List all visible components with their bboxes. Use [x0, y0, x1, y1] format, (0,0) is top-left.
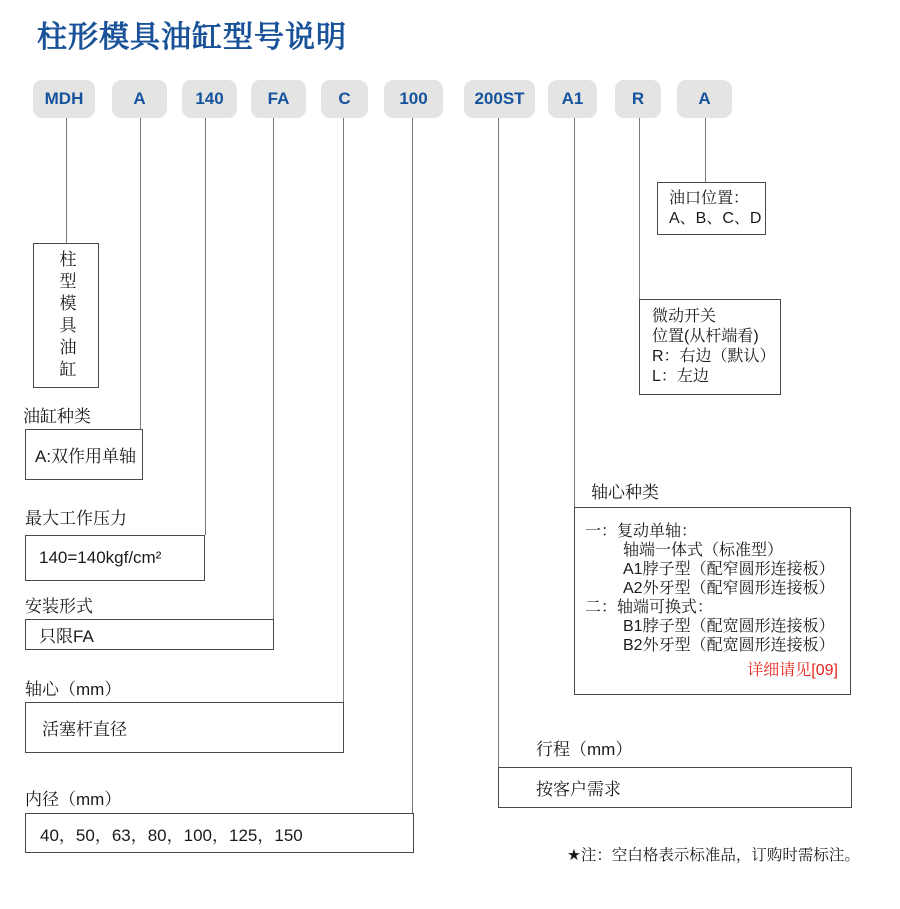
max-pressure-label: 最大工作压力	[25, 509, 127, 528]
cylinder-type-label: 油缸种类	[23, 407, 91, 426]
cylinder-name-text: 柱型模具油缸	[56, 249, 76, 382]
shaft-type-line-6: B1脖子型（配宽圆形连接板）	[623, 618, 835, 635]
footnote: ★注：空白格表示标准品，订购时需标注。	[567, 847, 860, 864]
code-box-mdh: MDH	[33, 80, 95, 118]
connector-line-100	[412, 118, 413, 814]
connector-line-200st	[498, 118, 499, 768]
code-box-r: R	[615, 80, 661, 118]
micro-switch-line-2: 位置(从杆端看)	[652, 328, 759, 345]
bore-box	[25, 813, 414, 853]
connector-line-mdh	[66, 118, 67, 243]
shaft-type-line-7: B2外牙型（配宽圆形连接板）	[623, 637, 835, 654]
micro-switch-box	[639, 299, 781, 395]
rod-box	[25, 702, 344, 753]
rod-value: 活塞杆直径	[42, 720, 127, 739]
mounting-box	[25, 619, 274, 650]
cylinder-name-box	[33, 243, 99, 388]
shaft-type-label: 轴心种类	[591, 483, 659, 502]
micro-switch-line-3: R：右边（默认）	[652, 348, 776, 365]
mounting-label: 安装形式	[25, 597, 93, 616]
shaft-type-line-5: 二：轴端可换式：	[585, 599, 714, 616]
shaft-type-detail-reference: 详细请见[09]	[747, 662, 838, 679]
code-box-c: C	[321, 80, 368, 118]
connector-line-a1	[574, 118, 575, 507]
code-box-a: A	[112, 80, 167, 118]
micro-switch-line-4: L：左边	[652, 368, 709, 385]
stroke-label: 行程（mm）	[536, 740, 633, 759]
cylinder-type-value: A:双作用单轴	[35, 447, 137, 466]
port-position-line-2: A、B、C、D	[669, 210, 762, 227]
shaft-type-line-2: 轴端一体式（标准型）	[623, 542, 784, 559]
rod-label: 轴心（mm）	[25, 680, 122, 699]
shaft-type-line-1: 一：复动单轴：	[585, 523, 698, 540]
bore-value: 40，50，63，80，100，125，150	[40, 825, 303, 845]
connector-line-c	[343, 118, 344, 703]
connector-line-port	[705, 118, 706, 182]
connector-line-a	[140, 118, 141, 429]
port-position-box	[657, 182, 766, 235]
code-box-200st: 200ST	[464, 80, 535, 118]
connector-line-140	[205, 118, 206, 535]
code-box-140: 140	[182, 80, 237, 118]
micro-switch-line-1: 微动开关	[652, 308, 717, 325]
max-pressure-box	[25, 535, 205, 581]
code-box-fa: FA	[251, 80, 306, 118]
mounting-value: 只限FA	[39, 627, 94, 646]
connector-line-r	[639, 118, 640, 299]
shaft-type-box	[574, 507, 851, 695]
stroke-box	[498, 767, 852, 808]
code-box-100: 100	[384, 80, 443, 118]
port-position-line-1: 油口位置：	[669, 190, 750, 207]
code-box-a1: A1	[548, 80, 597, 118]
cylinder-type-box	[25, 429, 143, 480]
stroke-value: 按客户需求	[536, 780, 621, 799]
connector-line-fa	[273, 118, 274, 620]
page-title: 柱形模具油缸型号说明	[37, 21, 347, 54]
bore-label: 内径（mm）	[25, 790, 122, 809]
shaft-type-line-4: A2外牙型（配窄圆形连接板）	[623, 580, 835, 597]
shaft-type-line-3: A1脖子型（配窄圆形连接板）	[623, 561, 835, 578]
max-pressure-value: 140=140kgf/cm²	[39, 548, 162, 567]
code-box-port-a: A	[677, 80, 732, 118]
